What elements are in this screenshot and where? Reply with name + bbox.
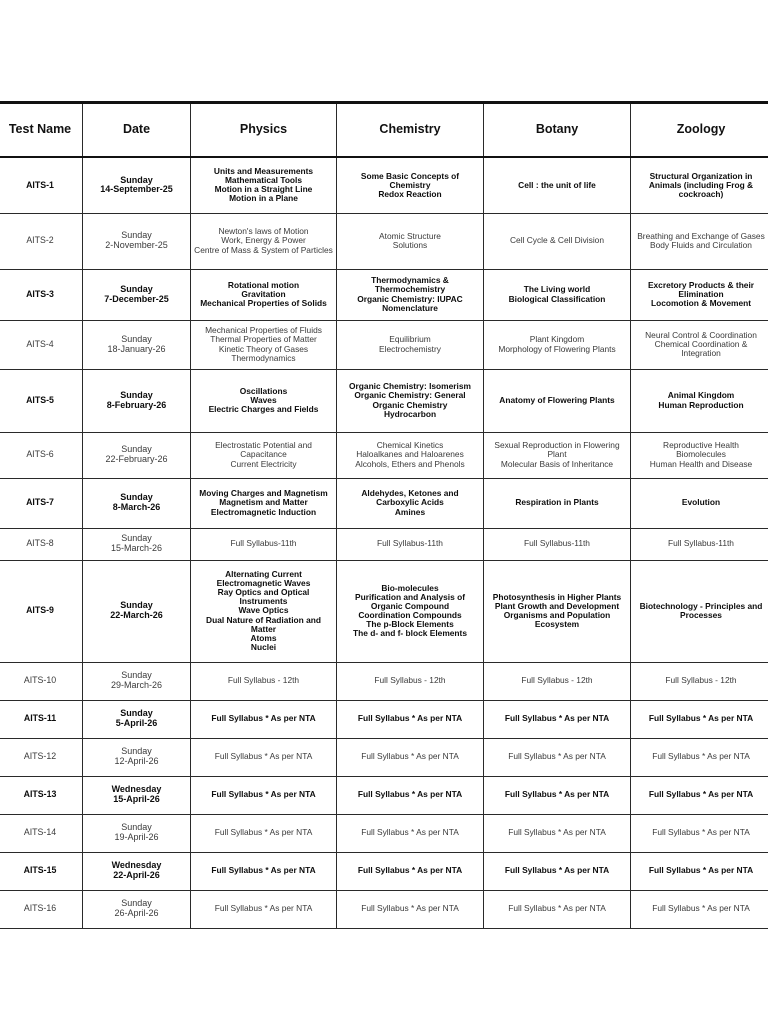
test-name-cell: [0, 662, 83, 700]
chemistry-topic: Hydrocarbon: [383, 408, 437, 419]
test-day: Sunday: [120, 492, 153, 503]
zoology-topics-cell: [631, 320, 768, 369]
physics-topic: Alternating Current: [225, 569, 302, 580]
zoology-topics-cell: [631, 700, 768, 738]
test-name: AITS-10: [23, 675, 57, 686]
test-date: 19-April-26: [114, 832, 159, 842]
test-name: AITS-15: [23, 865, 57, 876]
chemistry-topics-cell: [337, 814, 484, 852]
chemistry-topic: Full Syllabus * As per NTA: [361, 827, 459, 838]
chemistry-topic: Alcohols, Ethers and Phenols: [355, 458, 465, 469]
botany-topics-cell: [484, 738, 631, 776]
test-name: AITS-14: [23, 827, 57, 838]
botany-topic: Full Syllabus-11th: [524, 538, 590, 549]
test-day: Sunday: [120, 389, 153, 400]
botany-topics-cell: [484, 560, 631, 662]
table-row: [0, 369, 768, 432]
test-name: AITS-13: [23, 789, 57, 800]
table-row: [0, 738, 768, 776]
table-row: [0, 662, 768, 700]
test-day: Wednesday: [111, 860, 162, 871]
physics-topic: Mechanical Properties of Solids: [200, 298, 327, 309]
test-date: 12-April-26: [114, 756, 159, 766]
chemistry-topic: Nomenclature: [382, 302, 438, 313]
chemistry-topic: Thermodynamics &: [371, 275, 449, 286]
test-name-cell: [0, 432, 83, 478]
test-name-cell: [0, 157, 83, 213]
test-name-cell: [0, 269, 83, 320]
table-row: [0, 890, 768, 928]
physics-topics-cell: [191, 528, 337, 560]
zoology-topic: Full Syllabus * As per NTA: [648, 865, 754, 876]
zoology-topic: Evolution: [681, 497, 721, 508]
test-date: 14-September-25: [100, 184, 173, 195]
physics-topic: Full Syllabus * As per NTA: [211, 865, 316, 876]
physics-topics-cell: [191, 890, 337, 928]
date-cell: [83, 369, 191, 432]
table-row: [0, 213, 768, 269]
botany-topics-cell: [484, 213, 631, 269]
physics-topic: Mathematical Tools: [224, 175, 303, 186]
date-cell: [83, 662, 191, 700]
zoology-topic: Body Fluids and Circulation: [650, 240, 752, 250]
table-row: [0, 776, 768, 814]
zoology-topic: Full Syllabus * As per NTA: [652, 751, 750, 762]
physics-topic: Moving Charges and Magnetism: [199, 488, 328, 499]
schedule-sheet: [0, 101, 768, 929]
chemistry-topics-cell: [337, 662, 484, 700]
chemistry-topic: Aldehydes, Ketones and Carboxylic Acids: [361, 488, 459, 508]
test-date: 15-April-26: [113, 794, 160, 804]
chemistry-topic: Amines: [394, 506, 426, 517]
test-name: AITS-11: [23, 713, 57, 724]
test-name: AITS-9: [26, 605, 54, 616]
zoology-topic: Human Reproduction: [658, 399, 744, 410]
physics-topics-cell: [191, 776, 337, 814]
physics-topic: Full Syllabus - 12th: [227, 675, 300, 686]
physics-topics-cell: [191, 738, 337, 776]
zoology-topics-cell: [631, 814, 768, 852]
botany-topic: Cell : the unit of life: [518, 179, 596, 190]
table-row: [0, 432, 768, 478]
zoology-topic: Full Syllabus * As per NTA: [648, 713, 754, 724]
botany-topics-cell: [484, 157, 631, 213]
botany-topic: Full Syllabus * As per NTA: [508, 751, 606, 762]
schedule-body: [0, 157, 768, 928]
physics-topic: Newton's laws of Motion: [218, 226, 309, 237]
physics-topic: Electric Charges and Fields: [208, 404, 319, 415]
date-cell: [83, 320, 191, 369]
test-name: AITS-5: [26, 394, 54, 405]
test-name: AITS-16: [23, 903, 57, 914]
chemistry-topics-cell: [337, 700, 484, 738]
physics-topic: Motion in a Straight Line: [214, 184, 313, 195]
column-header-zoology: Zoology: [631, 103, 768, 158]
chemistry-topics-cell: [337, 269, 484, 320]
botany-topic: Cell Cycle & Cell Division: [509, 235, 604, 246]
zoology-topics-cell: [631, 852, 768, 890]
test-name-cell: [0, 560, 83, 662]
physics-topic: Dual Nature of Radiation and Matter: [206, 614, 321, 634]
date-cell: [83, 738, 191, 776]
chemistry-topics-cell: [337, 528, 484, 560]
botany-topics-cell: [484, 890, 631, 928]
test-name-cell: [0, 528, 83, 560]
date-cell: [83, 560, 191, 662]
chemistry-topic: Coordination Compounds: [358, 610, 462, 620]
zoology-topic: Breathing and Exchange of Gases: [637, 230, 765, 241]
test-day: Sunday: [120, 600, 153, 611]
physics-topics-cell: [191, 157, 337, 213]
physics-topics-cell: [191, 478, 337, 528]
botany-topic: Full Syllabus * As per NTA: [508, 827, 606, 838]
zoology-topic: Full Syllabus - 12th: [665, 675, 737, 686]
zoology-topic: Biotechnology - Principles and Processes: [639, 600, 763, 620]
physics-topic: Kinetic Theory of Gases: [218, 343, 309, 354]
column-header-test-name: Test Name: [0, 103, 83, 158]
zoology-topics-cell: [631, 528, 768, 560]
test-day: Sunday: [121, 822, 152, 833]
physics-topic: Motion in a Plane: [229, 193, 298, 204]
test-name-cell: [0, 700, 83, 738]
test-name: AITS-4: [26, 338, 54, 349]
test-name-cell: [0, 478, 83, 528]
physics-topics-cell: [191, 662, 337, 700]
chemistry-topic: Full Syllabus-11th: [377, 538, 443, 549]
test-day: Sunday: [120, 174, 153, 185]
chemistry-topics-cell: [337, 738, 484, 776]
botany-topics-cell: [484, 269, 631, 320]
chemistry-topics-cell: [337, 320, 484, 369]
zoology-topic: Human Health and Disease: [649, 458, 753, 469]
chemistry-topic: Redox Reaction: [378, 188, 442, 199]
chemistry-topic: Atomic Structure: [379, 230, 441, 241]
test-day: Sunday: [121, 230, 152, 241]
physics-topic: Gravitation: [241, 288, 286, 299]
test-date: 2-November-25: [105, 240, 168, 250]
botany-topic: Full Syllabus - 12th: [521, 675, 593, 686]
chemistry-topic: Some Basic Concepts of Chemistry: [360, 170, 460, 190]
botany-topics-cell: [484, 369, 631, 432]
column-header-date: Date: [83, 103, 191, 158]
test-name-cell: [0, 776, 83, 814]
zoology-topic: Full Syllabus-11th: [668, 538, 734, 549]
zoology-topic: Chemical Coordination & Integration: [654, 338, 748, 359]
zoology-topics-cell: [631, 157, 768, 213]
physics-topic: Ray Optics and Optical Instruments: [217, 587, 310, 607]
chemistry-topics-cell: [337, 213, 484, 269]
table-row: [0, 852, 768, 890]
botany-topics-cell: [484, 700, 631, 738]
botany-topic: Respiration in Plants: [515, 497, 599, 508]
physics-topic: Full Syllabus * As per NTA: [214, 827, 313, 838]
physics-topic: Full Syllabus * As per NTA: [214, 903, 313, 914]
chemistry-topic: Purification and Analysis of Organic Compound: [355, 591, 465, 611]
physics-topics-cell: [191, 269, 337, 320]
physics-topic: Current Electricity: [230, 458, 297, 469]
physics-topic: Full Syllabus * As per NTA: [214, 751, 313, 762]
chemistry-topic: Full Syllabus * As per NTA: [357, 865, 463, 876]
date-cell: [83, 890, 191, 928]
chemistry-topic: Full Syllabus * As per NTA: [357, 789, 463, 800]
botany-topic: Molecular Basis of Inheritance: [500, 458, 614, 469]
test-date: 26-April-26: [114, 908, 159, 918]
date-cell: [83, 852, 191, 890]
physics-topic: Nuclei: [250, 641, 277, 652]
table-row: [0, 320, 768, 369]
zoology-topics-cell: [631, 269, 768, 320]
test-date: 7-December-25: [104, 293, 169, 304]
chemistry-topic: Full Syllabus * As per NTA: [361, 903, 459, 914]
test-name: AITS-12: [23, 751, 57, 762]
physics-topics-cell: [191, 213, 337, 269]
chemistry-topic: Full Syllabus * As per NTA: [357, 713, 463, 724]
test-day: Sunday: [120, 708, 153, 719]
chemistry-topics-cell: [337, 369, 484, 432]
header-row: [0, 103, 768, 158]
botany-topic: Full Syllabus * As per NTA: [508, 903, 606, 914]
test-date: 15-March-26: [110, 543, 163, 553]
chemistry-topic: Thermochemistry: [374, 284, 446, 295]
zoology-topic: Animal Kingdom: [667, 390, 735, 401]
test-date: 18-January-26: [107, 343, 166, 354]
botany-topic: Full Syllabus * As per NTA: [504, 865, 610, 876]
physics-topics-cell: [191, 814, 337, 852]
physics-topic: Electromagnetic Waves: [216, 578, 311, 589]
column-header-chemistry: Chemistry: [337, 103, 484, 158]
test-name: AITS-1: [26, 179, 54, 190]
physics-topics-cell: [191, 560, 337, 662]
zoology-topic: Biomolecules: [676, 449, 726, 460]
column-header-botany: Botany: [484, 103, 631, 158]
zoology-topic: Full Syllabus * As per NTA: [652, 827, 750, 838]
chemistry-topic: Chemical Kinetics: [376, 440, 444, 451]
physics-topics-cell: [191, 320, 337, 369]
chemistry-topics-cell: [337, 890, 484, 928]
botany-topic: Full Syllabus * As per NTA: [504, 713, 610, 724]
date-cell: [83, 269, 191, 320]
test-schedule-table: [0, 101, 768, 929]
test-name-cell: [0, 814, 83, 852]
test-name-cell: [0, 852, 83, 890]
physics-topic: Centre of Mass & System of Particles: [194, 244, 333, 255]
chemistry-topic: The p-Block Elements: [366, 619, 454, 630]
test-day: Sunday: [121, 898, 152, 909]
test-name-cell: [0, 213, 83, 269]
test-day: Sunday: [121, 746, 152, 757]
botany-topic: Sexual Reproduction in Flowering Plant: [494, 440, 620, 460]
chemistry-topic: Full Syllabus - 12th: [374, 675, 446, 686]
physics-topic: Magnetism and Matter: [219, 497, 308, 508]
date-cell: [83, 528, 191, 560]
chemistry-topic: Organic Chemistry: Isomerism: [349, 381, 471, 392]
date-cell: [83, 157, 191, 213]
table-row: [0, 814, 768, 852]
chemistry-topic: Equilibrium: [389, 334, 431, 345]
physics-topic: Oscillations: [239, 385, 288, 396]
chemistry-topic: Full Syllabus * As per NTA: [361, 751, 459, 762]
botany-topic: Full Syllabus * As per NTA: [504, 789, 610, 800]
table-row: [0, 157, 768, 213]
physics-topic: Work, Energy & Power: [221, 235, 306, 246]
botany-topic: Ecosystem: [534, 619, 580, 630]
botany-topic: Biological Classification: [508, 293, 606, 304]
test-name-cell: [0, 320, 83, 369]
physics-topic: Thermal Properties of Matter: [210, 334, 317, 345]
zoology-topics-cell: [631, 776, 768, 814]
test-name-cell: [0, 890, 83, 928]
physics-topic: Atoms: [250, 632, 277, 643]
test-date: 22-April-26: [113, 870, 160, 880]
chemistry-topic: Solutions: [392, 240, 428, 250]
chemistry-topics-cell: [337, 852, 484, 890]
chemistry-topic: The d- and f- block Elements: [352, 628, 467, 639]
test-name-cell: [0, 369, 83, 432]
zoology-topic: Excretory Products & their Elimination: [647, 279, 755, 299]
physics-topic: Full Syllabus-11th: [230, 538, 297, 549]
physics-topic: Full Syllabus * As per NTA: [211, 713, 316, 724]
test-name: AITS-6: [26, 449, 54, 460]
test-day: Sunday: [121, 333, 152, 344]
botany-topics-cell: [484, 432, 631, 478]
physics-topics-cell: [191, 700, 337, 738]
test-date: 8-March-26: [112, 502, 161, 512]
test-date: 8-February-26: [106, 399, 167, 410]
date-cell: [83, 432, 191, 478]
botany-topics-cell: [484, 814, 631, 852]
botany-topics-cell: [484, 852, 631, 890]
chemistry-topic: Electrochemistry: [379, 343, 441, 354]
date-cell: [83, 213, 191, 269]
zoology-topic: Full Syllabus * As per NTA: [648, 789, 754, 800]
test-date: 29-March-26: [110, 680, 163, 690]
zoology-topic: Structural Organization in Animals (including Frog & cockroach): [648, 170, 754, 199]
table-row: [0, 478, 768, 528]
chemistry-topic: Organic Chemistry: [372, 399, 448, 410]
column-header-physics: Physics: [191, 103, 337, 158]
zoology-topic: Full Syllabus * As per NTA: [652, 903, 750, 914]
physics-topics-cell: [191, 369, 337, 432]
test-date: 22-February-26: [105, 454, 168, 464]
physics-topic: Full Syllabus * As per NTA: [211, 789, 316, 800]
botany-topic: Anatomy of Flowering Plants: [499, 394, 615, 405]
date-cell: [83, 700, 191, 738]
chemistry-topics-cell: [337, 157, 484, 213]
botany-topics-cell: [484, 776, 631, 814]
chemistry-topics-cell: [337, 776, 484, 814]
test-day: Sunday: [121, 533, 152, 544]
chemistry-topics-cell: [337, 560, 484, 662]
chemistry-topic: Bio-molecules: [381, 582, 439, 593]
test-name: AITS-7: [26, 497, 54, 508]
test-day: Sunday: [121, 444, 152, 455]
physics-topic: Mechanical Properties of Fluids: [205, 325, 322, 336]
test-name: AITS-3: [26, 288, 54, 299]
test-day: Wednesday: [111, 784, 162, 795]
physics-topic: Waves: [250, 394, 277, 405]
physics-topic: Electrostatic Potential and Capacitance: [215, 440, 312, 460]
chemistry-topic: Haloalkanes and Haloarenes: [356, 449, 464, 460]
botany-topics-cell: [484, 528, 631, 560]
zoology-topics-cell: [631, 738, 768, 776]
zoology-topic: Neural Control & Coordination: [645, 329, 757, 340]
zoology-topics-cell: [631, 478, 768, 528]
botany-topic: Morphology of Flowering Plants: [498, 343, 616, 354]
test-date: 22-March-26: [110, 610, 163, 620]
zoology-topics-cell: [631, 432, 768, 478]
zoology-topics-cell: [631, 560, 768, 662]
physics-topics-cell: [191, 432, 337, 478]
botany-topics-cell: [484, 320, 631, 369]
botany-topic: Photosynthesis in Higher Plants: [492, 591, 622, 602]
physics-topics-cell: [191, 852, 337, 890]
date-cell: [83, 814, 191, 852]
test-name-cell: [0, 738, 83, 776]
botany-topic: Organisms and Population: [503, 610, 611, 620]
table-row: [0, 528, 768, 560]
zoology-topic: Reproductive Health: [663, 440, 739, 451]
chemistry-topic: Organic Chemistry: IUPAC: [357, 293, 463, 304]
botany-topics-cell: [484, 478, 631, 528]
test-day: Sunday: [120, 283, 153, 294]
botany-topics-cell: [484, 662, 631, 700]
botany-topic: The Living world: [523, 284, 591, 295]
date-cell: [83, 776, 191, 814]
physics-topic: Units and Measurements: [213, 166, 314, 177]
botany-topic: Plant Kingdom: [529, 334, 585, 345]
zoology-topics-cell: [631, 662, 768, 700]
test-date: 5-April-26: [115, 718, 158, 728]
zoology-topics-cell: [631, 213, 768, 269]
physics-topic: Wave Optics: [238, 605, 289, 616]
physics-topic: Electromagnetic Induction: [210, 506, 317, 517]
botany-topic: Plant Growth and Development: [494, 600, 620, 611]
date-cell: [83, 478, 191, 528]
zoology-topics-cell: [631, 369, 768, 432]
chemistry-topic: Organic Chemistry: General: [354, 390, 466, 401]
chemistry-topics-cell: [337, 478, 484, 528]
table-row: [0, 700, 768, 738]
test-name: AITS-2: [26, 235, 54, 246]
table-row: [0, 269, 768, 320]
physics-topic: Thermodynamics: [231, 352, 296, 363]
table-row: [0, 560, 768, 662]
physics-topic: Rotational motion: [227, 279, 300, 290]
test-name: AITS-8: [26, 538, 54, 549]
zoology-topics-cell: [631, 890, 768, 928]
chemistry-topics-cell: [337, 432, 484, 478]
test-day: Sunday: [121, 670, 152, 681]
zoology-topic: Locomotion & Movement: [650, 298, 752, 309]
